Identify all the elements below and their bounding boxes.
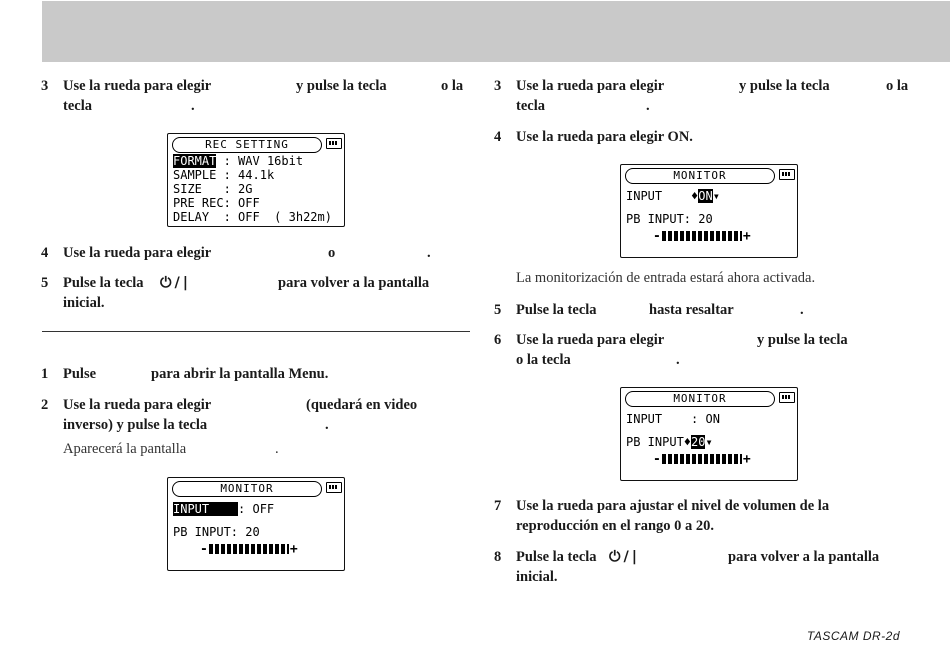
step-text: o la [441,78,464,94]
step-text: y pulse la tecla [739,78,830,94]
left-block-step-1 [41,364,473,384]
step-text: inverso) y pulse la tecla [63,417,208,433]
step-text: para volver a la pantalla [278,275,430,291]
note-text: La monitorización de entrada estará ahora activada. [516,270,816,286]
lcd-rec-setting [167,133,345,227]
lcd-row: INPUT ♦ON▾ [626,189,720,203]
step-text: para volver a la pantalla [728,549,880,565]
right-step-6 [494,330,916,350]
right-step-8 [494,547,916,567]
lcd-row: PB INPUT: 20 [173,525,260,539]
battery-icon [326,482,342,493]
level-meter: - + [653,228,751,244]
note-text: . [275,441,279,457]
lcd-row: INPUT : OFF [173,502,275,516]
lcd-title: MONITOR [625,391,775,407]
note-text: Aparecerá la pantalla [63,441,187,457]
step-number: 3 [41,78,49,94]
step-number: 1 [41,366,49,382]
step-text: Pulse [63,366,97,382]
step-text: Use la rueda para elegir [63,245,212,261]
step-text: . [676,352,680,368]
page-footer: TASCAM DR-2d [806,629,900,643]
step-number: 7 [494,498,502,514]
right-step-6-line2 [516,350,916,370]
level-meter: - + [653,451,751,467]
right-note [516,268,916,288]
step-text: Use la rueda para elegir [63,78,212,94]
left-step-3-line2 [63,96,263,116]
right-step-7 [494,496,916,516]
step-text: hasta resaltar [649,302,734,318]
left-block-step-2-line2 [63,415,473,435]
right-step-8-line2 [516,567,716,587]
right-step-4 [494,127,916,147]
step-text: o la tecla [516,352,571,368]
lcd-title: MONITOR [172,481,322,497]
step-text: . [325,417,329,433]
left-block-step-2 [41,395,473,415]
step-number: 2 [41,397,49,413]
step-number: 8 [494,549,502,565]
lcd-row: SIZE : 2G [173,182,253,196]
lcd-row: FORMAT : WAV 16bit [173,154,304,168]
header-bar [42,1,950,62]
step-text: Pulse la tecla [63,275,144,291]
lcd-monitor-3 [620,387,798,481]
power-icon: ⏻/| [160,275,192,291]
step-number: 4 [41,245,49,261]
step-text: Use la rueda para elegir [516,332,665,348]
right-step-7-line2 [516,516,916,536]
step-text: . [191,98,195,114]
step-number: 6 [494,332,502,348]
step-number: 3 [494,78,502,94]
step-text: . [646,98,650,114]
step-text: Use la rueda para ajustar el nivel de volumen de la [516,498,830,514]
lcd-row: SAMPLE : 44.1k [173,168,275,182]
battery-icon [326,138,342,149]
step-text: . [800,302,804,318]
step-number: 4 [494,129,502,145]
step-text: o [328,245,336,261]
power-icon: ⏻/| [609,549,641,565]
step-text: (quedará en video [306,397,418,413]
left-step-5-line2 [63,293,263,313]
section-divider [42,331,470,332]
lcd-row: PB INPUT: 20 [626,212,713,226]
step-text: . [427,245,431,261]
battery-icon [779,169,795,180]
lcd-row: DELAY : OFF ( 3h22m) [173,210,332,224]
step-text: inicial. [516,569,558,585]
left-step-4 [41,243,473,263]
step-text: para abrir la pantalla Menu. [151,366,329,382]
lcd-title: REC SETTING [172,137,322,153]
lcd-title: MONITOR [625,168,775,184]
left-note [63,439,463,459]
battery-icon [779,392,795,403]
step-text: Use la rueda para elegir [63,397,212,413]
left-step-5 [41,273,473,293]
step-text: Pulse la tecla [516,549,597,565]
step-text: Pulse la tecla [516,302,597,318]
step-text: tecla [63,98,92,114]
step-number: 5 [41,275,49,291]
step-text: Use la rueda para elegir [516,78,665,94]
step-text: tecla [516,98,545,114]
level-meter: - + [200,541,298,557]
right-step-5 [494,300,916,320]
lcd-row: PRE REC: OFF [173,196,260,210]
step-text: inicial. [63,295,105,311]
right-step-3-line2 [516,96,716,116]
step-text: reproducción en el rango 0 a 20. [516,518,715,534]
right-step-3 [494,76,916,96]
left-step-3 [41,76,473,96]
step-text: Use la rueda para elegir ON. [516,129,693,145]
lcd-row: INPUT : ON [626,412,720,426]
lcd-monitor-1 [167,477,345,571]
lcd-row: PB INPUT♦20▾ [626,435,713,449]
lcd-monitor-2 [620,164,798,258]
step-number: 5 [494,302,502,318]
step-text: o la [886,78,909,94]
step-text: y pulse la tecla [296,78,387,94]
step-text: y pulse la tecla [757,332,848,348]
